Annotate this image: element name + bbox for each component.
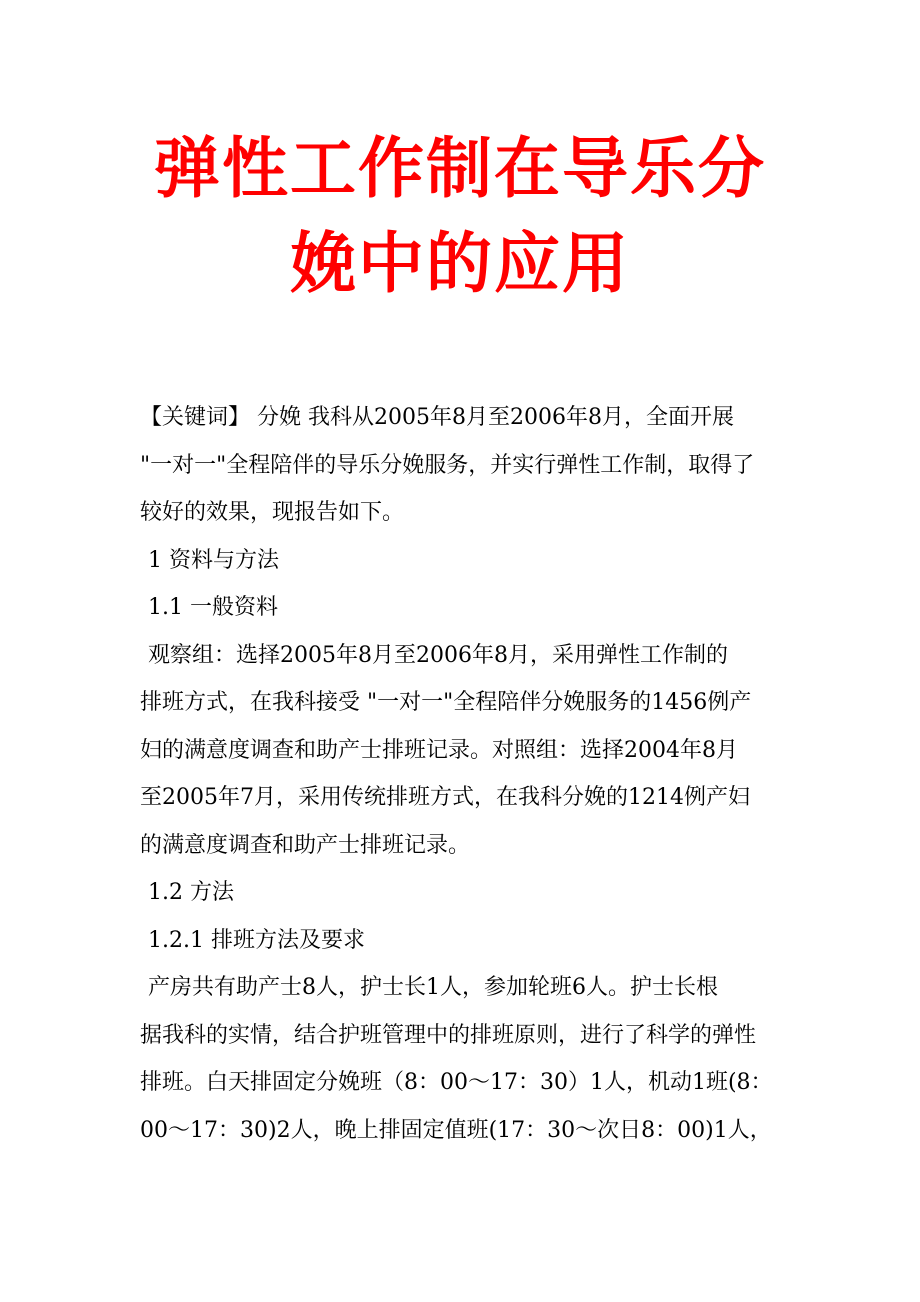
document-title-line-2: 娩中的应用 bbox=[290, 224, 630, 302]
document-body bbox=[140, 394, 790, 1154]
body-line: 至2005年7月，采用传统排班方式，在我科分娩的1214例产妇 bbox=[140, 785, 750, 810]
body-line: 00～17：30)2人，晚上排固定值班(17：30～次日8：00)1人， bbox=[140, 1117, 772, 1143]
paragraph-start-line: 产房共有助产士8人，护士长1人，参加轮班6人。护士长根 bbox=[148, 975, 718, 1000]
section-heading: 1 资料与方法 bbox=[148, 547, 279, 573]
subsection-heading: 1.2 方法 bbox=[148, 880, 234, 905]
subsubsection-heading: 1.2.1 排班方法及要求 bbox=[148, 927, 365, 953]
body-line: 较好的效果，现报告如下。 bbox=[140, 500, 405, 525]
body-line: 排班方式，在我科接受 "一对一"全程陪伴分娩服务的1456例产 bbox=[140, 690, 752, 715]
keywords-line: 【关键词】 分娩 我科从2005年8月至2006年8月，全面开展 bbox=[140, 405, 734, 430]
paragraph-start-line: 观察组：选择2005年8月至2006年8月，采用弹性工作制的 bbox=[148, 642, 728, 668]
body-line: 妇的满意度调查和助产士排班记录。对照组：选择2004年8月 bbox=[140, 737, 738, 763]
body-line: 排班。白天排固定分娩班（8：00～17：30）1人，机动1班(8： bbox=[140, 1070, 773, 1095]
document-title-line-1: 弹性工作制在导乐分 bbox=[154, 129, 766, 207]
body-line: "一对一"全程陪伴的导乐分娩服务，并实行弹性工作制，取得了 bbox=[140, 452, 755, 478]
subsection-heading: 1.1 一般资料 bbox=[148, 595, 278, 620]
body-line: 的满意度调查和助产士排班记录。 bbox=[140, 832, 471, 858]
body-line: 据我科的实情，结合护班管理中的排班原则，进行了科学的弹性 bbox=[140, 1022, 757, 1048]
